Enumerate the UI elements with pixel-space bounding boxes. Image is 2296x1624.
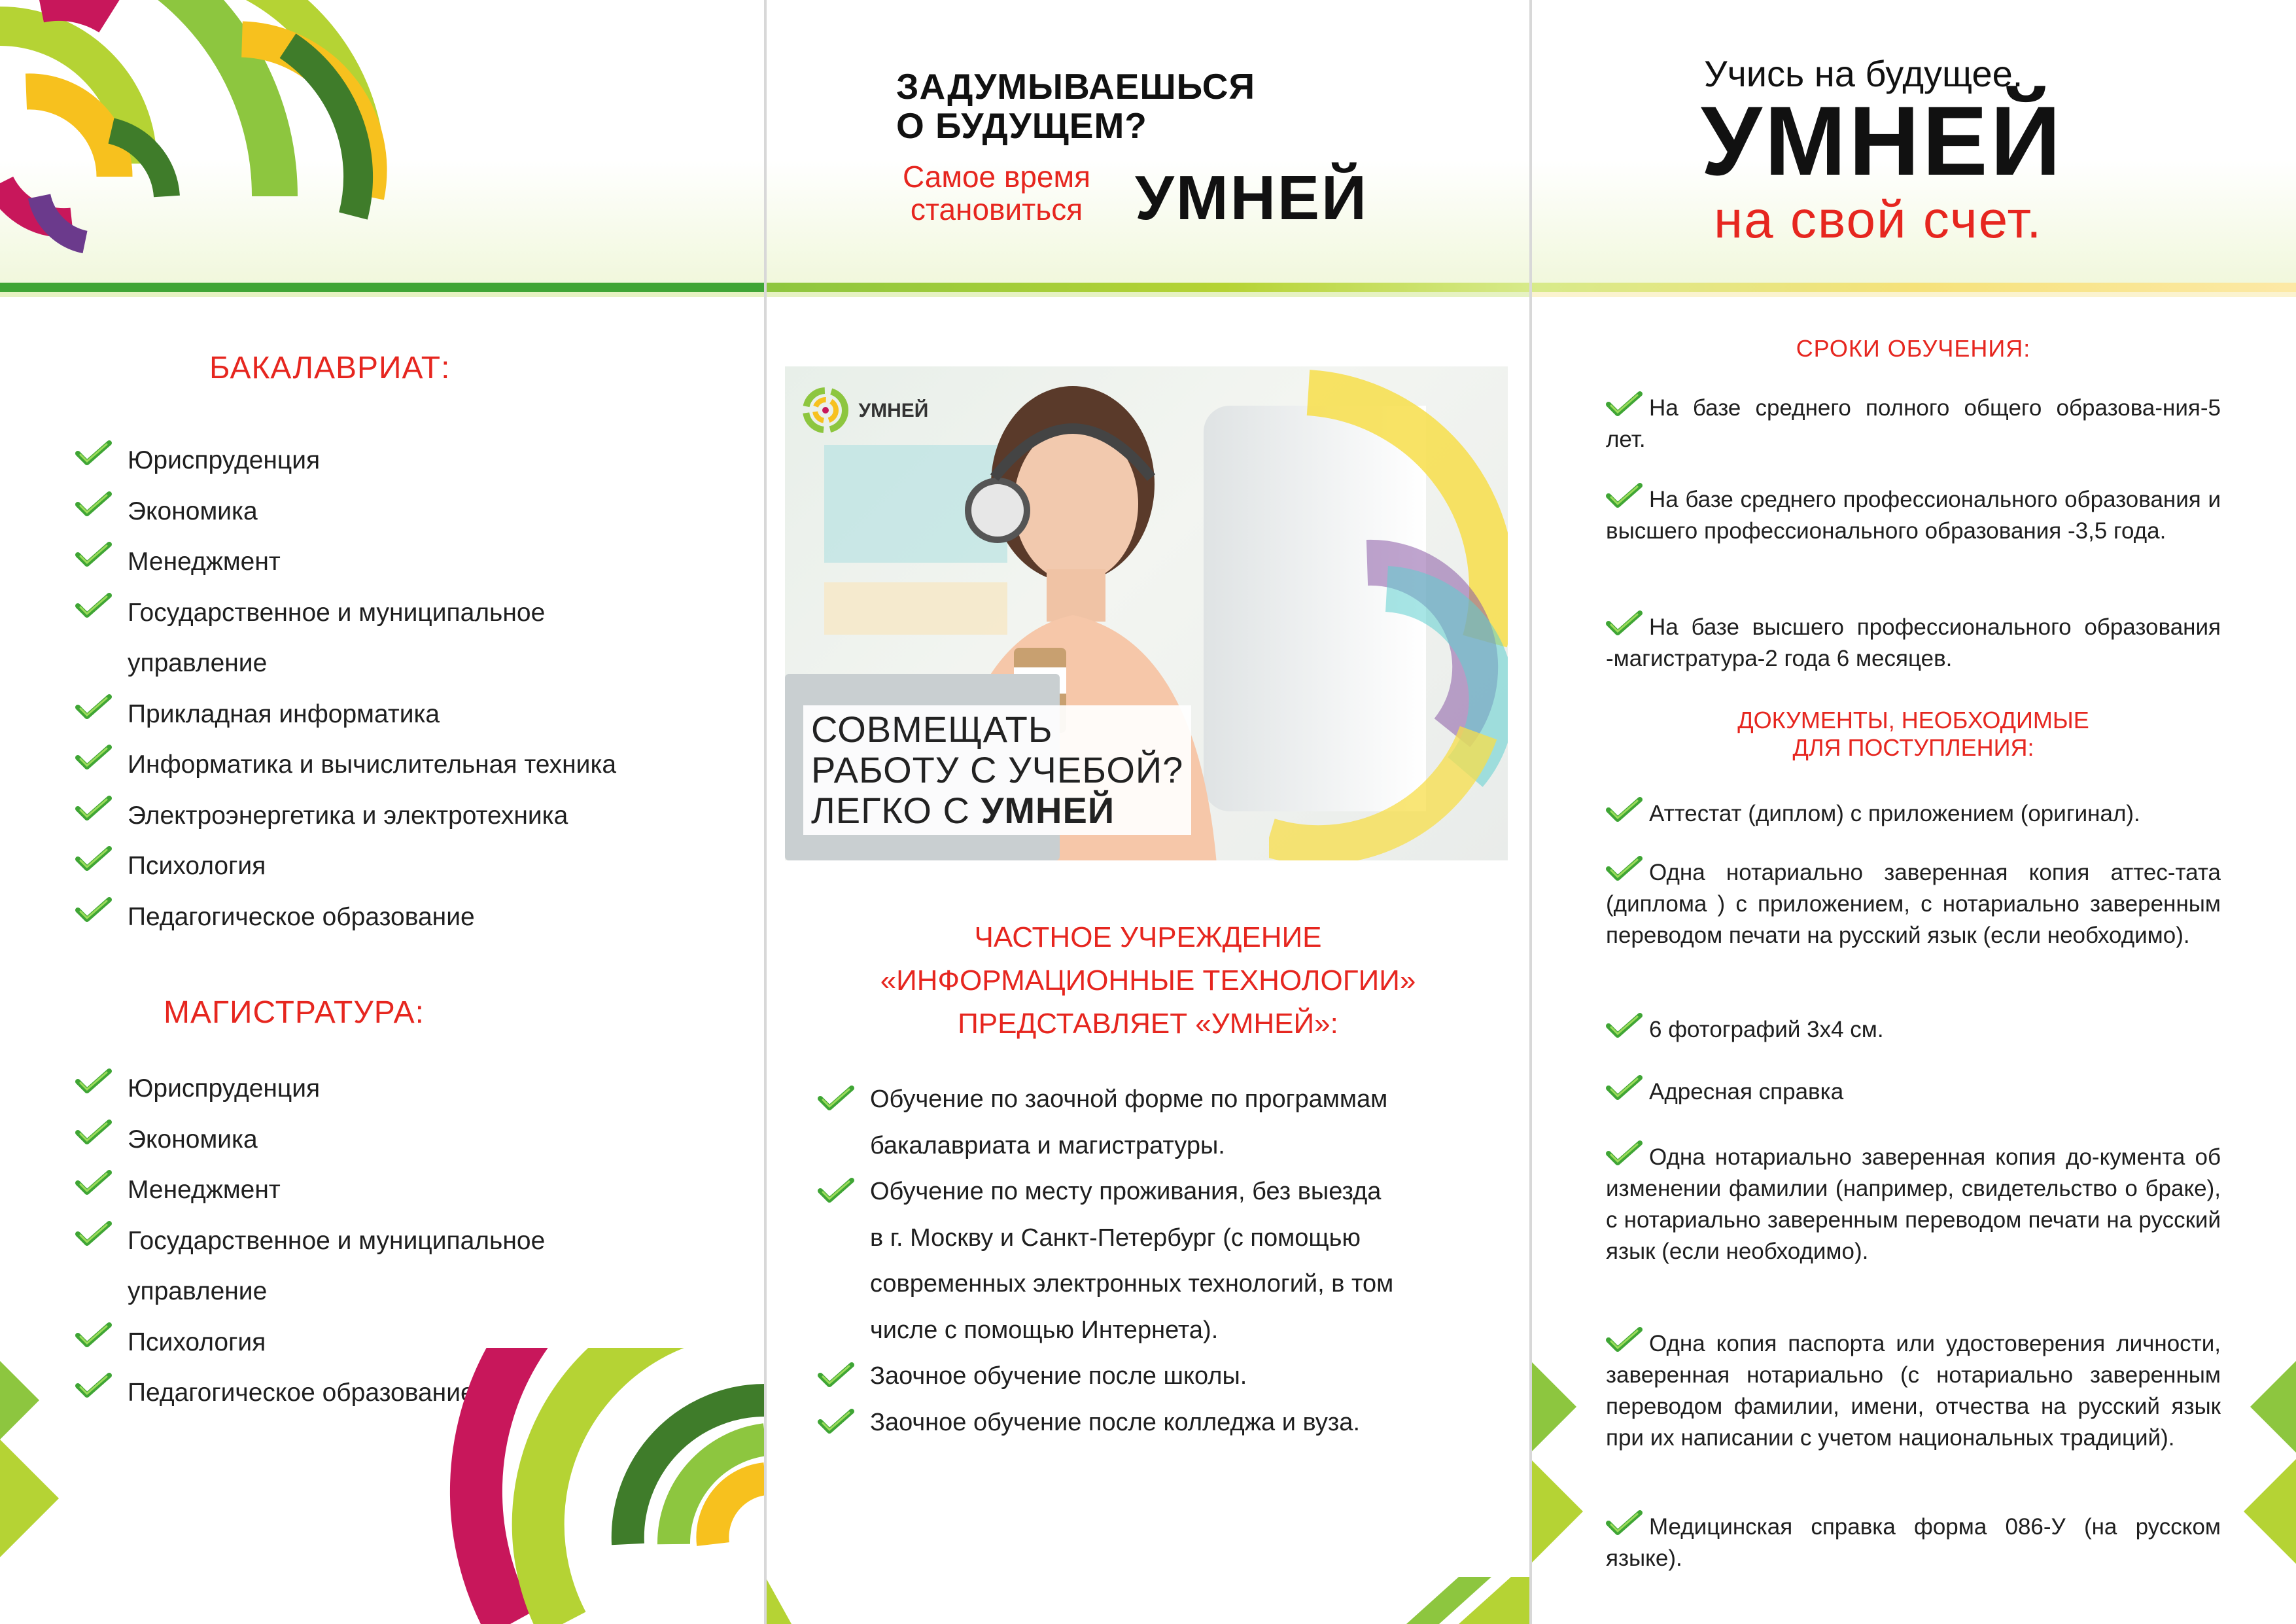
checkmark-icon xyxy=(75,794,112,822)
logo-text: УМНЕЙ xyxy=(858,399,929,421)
bachelor-heading: БАКАЛАВРИАТ: xyxy=(209,351,451,385)
paragraph-item xyxy=(1606,857,2221,951)
checkmark-icon xyxy=(75,896,112,923)
paragraph-text: Медицинская справка форма 086-У (на русском языке). xyxy=(1606,1514,2221,1571)
list-item-text: Психология xyxy=(128,1328,266,1356)
checkmark-icon xyxy=(75,1169,112,1196)
paragraph-item xyxy=(1606,484,2221,547)
paragraph-item xyxy=(1606,1076,2221,1108)
list-item-text: Юриспруденция xyxy=(128,446,321,474)
checkmark-icon xyxy=(1606,482,1643,509)
docs-heading-line1: ДОКУМЕНТЫ, НЕОБХОДИМЫЕ xyxy=(1737,707,2089,733)
list-item xyxy=(75,1266,545,1317)
side-stripes-right xyxy=(2244,1348,2296,1624)
checkmark-icon xyxy=(75,540,112,568)
paragraph-item xyxy=(1606,1142,2221,1267)
benefit-item xyxy=(818,1353,1511,1400)
benefit-item xyxy=(818,1169,1511,1353)
tagline: Учись на будущее. xyxy=(1704,53,2023,94)
arcs-decoration-bottom xyxy=(0,1348,765,1624)
list-item xyxy=(75,689,616,740)
paragraph-text: 6 фотографий 3х4 см. xyxy=(1649,1017,1884,1042)
paragraph-text: Одна нотариально заверенная копия аттес-тата (диплома ) с приложением, с нотариально заверенным переводом печати на русский язык (если необходимо). xyxy=(1606,860,2221,948)
paragraph-item xyxy=(1606,1328,2221,1454)
checkmark-icon xyxy=(1606,609,1643,637)
panel-right xyxy=(1531,0,2296,1624)
org-heading xyxy=(765,916,1531,1046)
benefit-item xyxy=(818,1400,1511,1446)
checkmark-icon xyxy=(75,845,112,872)
checkmark-icon xyxy=(1606,796,1643,823)
arcs-decoration-top xyxy=(0,0,419,281)
checkmark-icon xyxy=(75,743,112,771)
org-line3: ПРЕДСТАВЛЯЕТ «УМНЕЙ»: xyxy=(958,1008,1338,1040)
paragraph-text: На базе среднего профессионального образования и высшего профессионального образования -3,5 года. xyxy=(1606,487,2221,544)
list-item xyxy=(75,1063,545,1114)
list-item xyxy=(75,638,616,689)
benefit-item xyxy=(818,1076,1511,1169)
caption-line1: СОВМЕЩАТЬ xyxy=(811,709,1053,750)
checkmark-icon xyxy=(75,591,112,619)
docs-heading-line2: ДЛЯ ПОСТУПЛЕНИЯ: xyxy=(1792,734,2034,761)
checkmark-icon xyxy=(75,1220,112,1247)
list-item-text: Менеджмент xyxy=(128,1176,281,1204)
checkmark-icon xyxy=(818,1176,854,1204)
paragraph-item xyxy=(1606,612,2221,675)
header-stripe xyxy=(1531,283,2296,292)
benefit-line: Заочное обучение после колледжа и вуза. xyxy=(870,1408,1360,1436)
center-benefits xyxy=(818,1076,1511,1445)
master-heading: МАГИСТРАТУРА: xyxy=(164,995,425,1030)
panel-center xyxy=(765,0,1531,1624)
title-line1: ЗАДУМЫВАЕШЬСЯ xyxy=(896,66,1256,107)
list-item xyxy=(75,486,616,537)
header-stripe xyxy=(765,283,1531,292)
checkmark-icon xyxy=(1606,1074,1643,1101)
docs-heading xyxy=(1531,707,2296,762)
paragraph-text: На базе высшего профессионального образования -магистратура-2 года 6 месяцев. xyxy=(1606,614,2221,671)
checkmark-icon xyxy=(75,1067,112,1095)
checkmark-icon xyxy=(75,439,112,467)
list-item-text: Прикладная информатика xyxy=(128,699,440,728)
list-item-text: Юриспруденция xyxy=(128,1074,321,1103)
list-item-text: Информатика и вычислительная техника xyxy=(128,750,617,779)
list-item xyxy=(75,841,616,892)
list-item xyxy=(75,892,616,943)
benefit-line: в г. Москву и Санкт-Петербург (с помощью xyxy=(870,1224,1361,1252)
list-item-text: Педагогическое образование xyxy=(128,902,475,931)
list-item xyxy=(75,1114,545,1165)
benefit-line: бакалавриата и магистратуры. xyxy=(870,1131,1225,1159)
center-title xyxy=(896,67,1255,145)
header-stripe-light xyxy=(0,292,765,297)
checkmark-icon xyxy=(1606,855,1643,882)
list-item-text: Экономика xyxy=(128,1125,258,1154)
paragraph-text: Одна копия паспорта или удостоверения личности, заверенная нотариально (с нотариально заверенным переводом фамилии, имени, отчества на русский язык при их написании с учетом национальных традиций). xyxy=(1606,1331,2221,1451)
benefit-line: современных электронных технологий, в том xyxy=(870,1270,1394,1297)
list-item xyxy=(75,739,616,790)
paragraph-item xyxy=(1606,1511,2221,1574)
paragraph-text: Одна нотариально заверенная копия до-кумента об изменении фамилии (например, свидетельство о браке), с нотариально заверенным переводом печати на русский язык (если необходимо). xyxy=(1606,1144,2221,1264)
checkmark-icon xyxy=(1606,1012,1643,1039)
checkmark-icon xyxy=(1606,1326,1643,1353)
center-subtitle xyxy=(903,160,1090,226)
caption-line3 xyxy=(811,790,1183,831)
terms-heading: СРОКИ ОБУЧЕНИЯ: xyxy=(1796,335,2031,362)
fold-line xyxy=(1529,0,1532,1624)
caption-brand: УМНЕЙ xyxy=(981,790,1115,831)
list-item-text: Электроэнергетика и электротехника xyxy=(128,801,568,830)
title-line2: О БУДУЩЕМ? xyxy=(896,105,1147,146)
list-item-text: Государственное и муниципальное xyxy=(128,598,546,627)
panel-left xyxy=(0,0,765,1624)
list-item-text: Психология xyxy=(128,852,266,880)
checkmark-icon xyxy=(75,490,112,518)
checkmark-icon xyxy=(1606,1139,1643,1167)
photo-logo xyxy=(801,386,928,435)
list-item-text: Менеджмент xyxy=(128,548,281,576)
paragraph-text: Аттестат (диплом) с приложением (оригинал). xyxy=(1649,801,2140,826)
benefit-line: Обучение по заочной форме по программам xyxy=(870,1086,1388,1113)
caption-prefix: ЛЕГКО С xyxy=(811,790,970,831)
side-stripes-left xyxy=(1531,1348,1583,1624)
checkmark-icon xyxy=(75,1118,112,1146)
list-item xyxy=(75,1216,545,1267)
header-stripe xyxy=(0,283,765,292)
center-brand: УМНЕЙ xyxy=(1135,163,1369,233)
list-item xyxy=(75,790,616,841)
slogan: на свой счет. xyxy=(1714,190,2043,249)
sub-line2: становиться xyxy=(910,192,1083,226)
photo-caption xyxy=(803,705,1191,835)
checkmark-icon xyxy=(818,1407,854,1435)
caption-line2: РАБОТУ С УЧЕБОЙ? xyxy=(811,749,1184,790)
sub-line1: Самое время xyxy=(903,160,1091,194)
checkmark-icon xyxy=(818,1361,854,1388)
hero-photo xyxy=(785,366,1508,860)
header-band xyxy=(765,0,1531,291)
list-item xyxy=(75,588,616,639)
list-item-text: Государственное и муниципальное xyxy=(128,1226,546,1255)
bottom-stripes xyxy=(765,1577,1531,1624)
list-item-text: Экономика xyxy=(128,497,258,525)
fold-line xyxy=(764,0,767,1624)
paragraph-item xyxy=(1606,798,2221,830)
list-item xyxy=(75,537,616,588)
org-line1: ЧАСТНОЕ УЧРЕЖДЕНИЕ xyxy=(974,921,1322,953)
list-item-text: управление xyxy=(128,649,268,677)
bachelor-list xyxy=(75,435,616,942)
logo-icon xyxy=(801,386,850,435)
checkmark-icon xyxy=(818,1084,854,1112)
paragraph-item xyxy=(1606,1014,2221,1046)
checkmark-icon xyxy=(1606,1509,1643,1536)
benefit-line: Заочное обучение после школы. xyxy=(870,1362,1247,1390)
paragraph-text: Адресная справка xyxy=(1649,1079,1844,1104)
right-brand: УМНЕЙ xyxy=(1701,86,2064,196)
list-item xyxy=(75,435,616,486)
list-item xyxy=(75,1165,545,1216)
header-stripe-light xyxy=(765,292,1531,297)
header-stripe-light xyxy=(1531,292,2296,297)
list-item-text: управление xyxy=(128,1277,268,1305)
checkmark-icon xyxy=(75,1321,112,1349)
list-item-text: Педагогическое образование xyxy=(128,1379,475,1407)
paragraph-text: На базе среднего полного общего образова-ния-5 лет. xyxy=(1606,395,2221,452)
org-line2: «ИНФОРМАЦИОННЫЕ ТЕХНОЛОГИИ» xyxy=(880,964,1416,997)
paragraph-item xyxy=(1606,393,2221,455)
checkmark-icon xyxy=(75,693,112,720)
photo-arcs xyxy=(1269,366,1508,860)
benefit-line: числе с помощью Интернета). xyxy=(870,1316,1219,1344)
benefit-line: Обучение по месту проживания, без выезда xyxy=(870,1178,1382,1205)
checkmark-icon xyxy=(1606,390,1643,417)
